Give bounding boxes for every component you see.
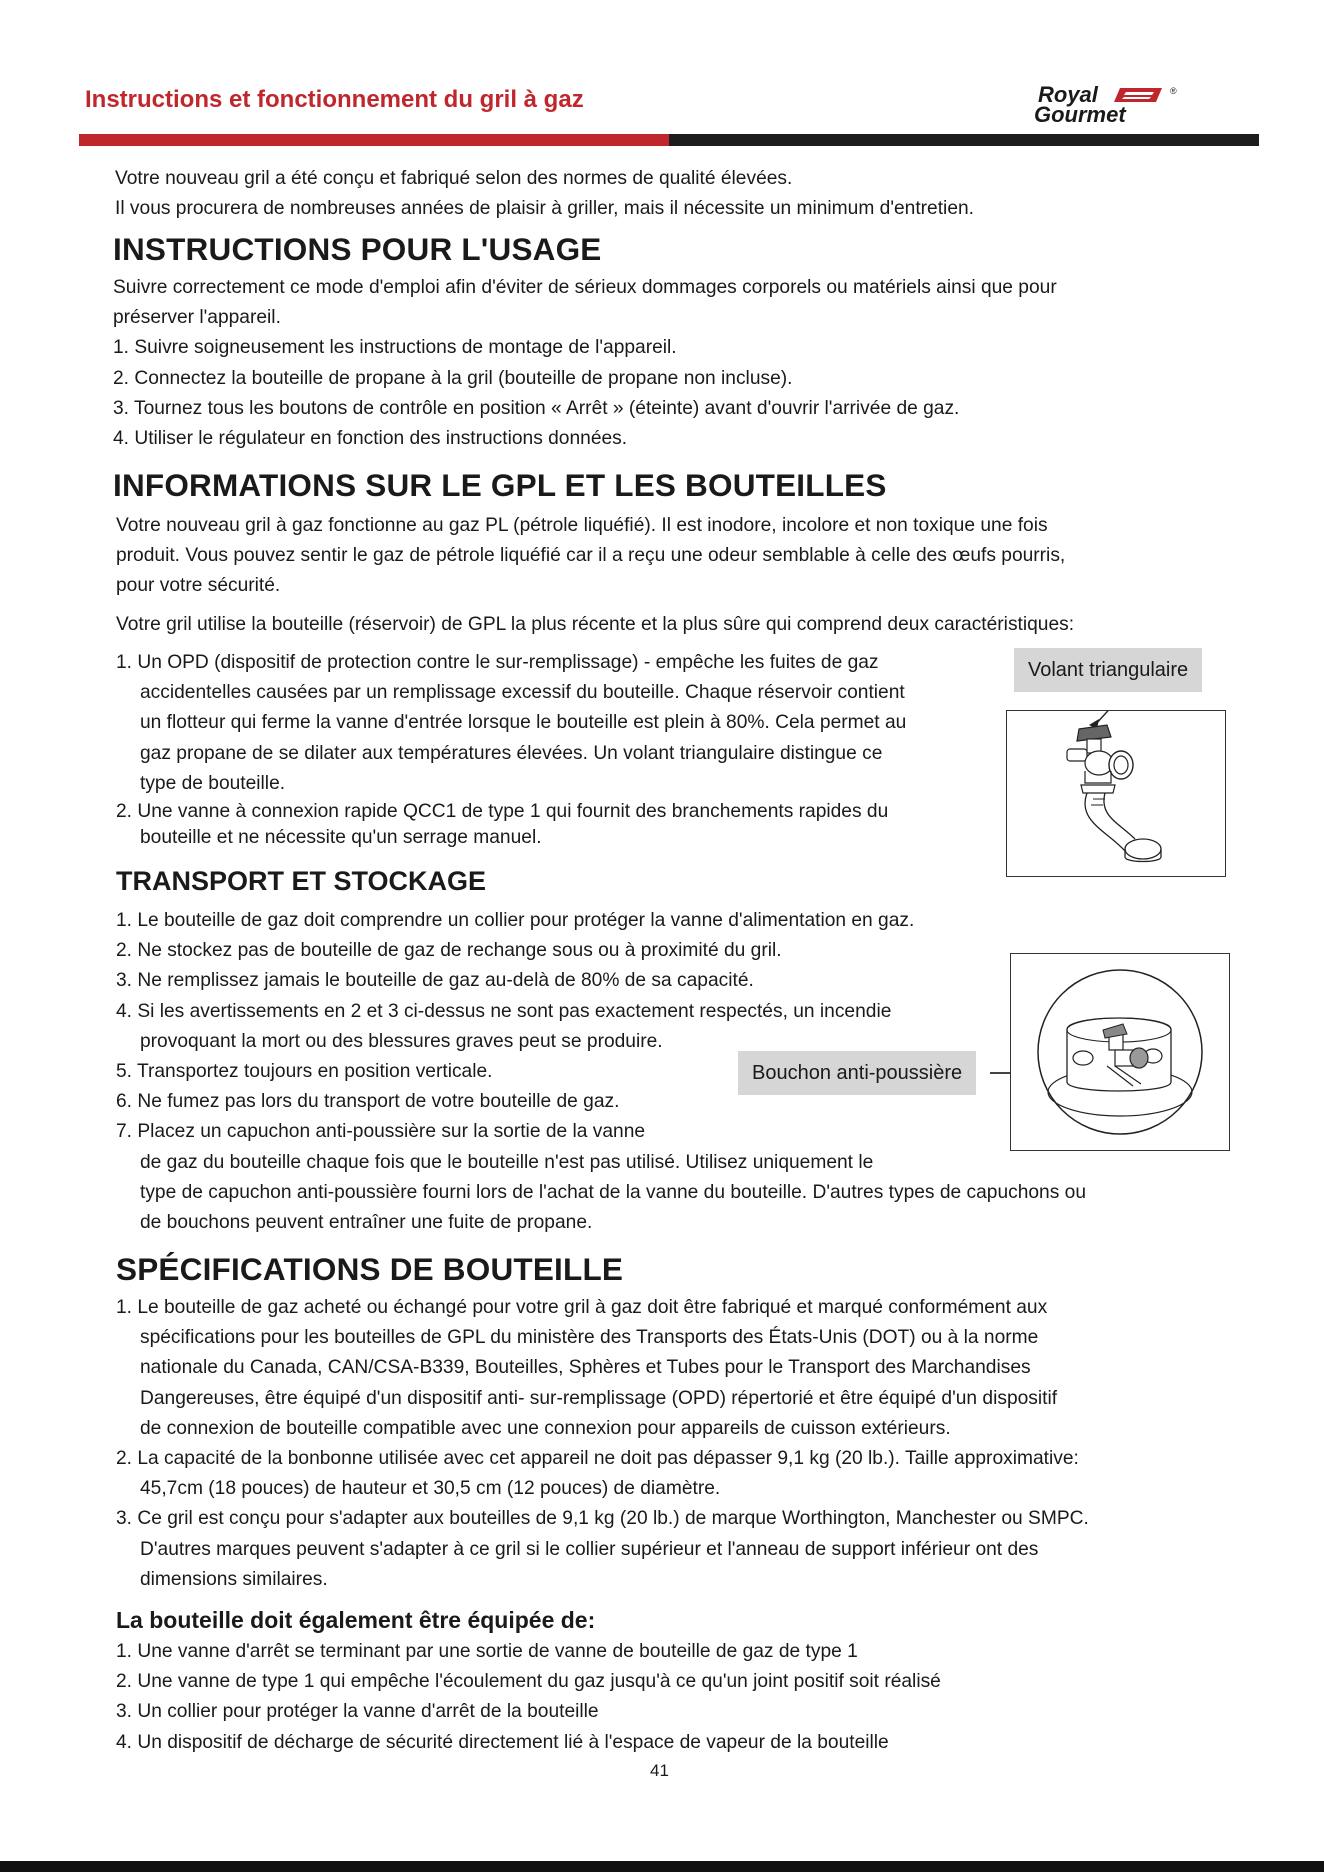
gpl-para2: Votre gril utilise la bouteille (réservoir) de GPL la plus récente et la plus sûre qui comprend deux caractéristiques: [116,614,1075,635]
header-bar-red [79,134,669,146]
transport-item: de bouchons peuvent entraîner une fuite de propane. [140,1212,593,1234]
gpl-para1 [116,511,1065,602]
specs-item: nationale du Canada, CAN/CSA-B339, Bouteilles, Sphères et Tubes pour le Transport des Marchandises [140,1357,1031,1379]
specs-item: 45,7cm (18 pouces) de hauteur et 30,5 cm (12 pouces) de diamètre. [140,1478,721,1500]
specs-item: 2. La capacité de la bonbonne utilisée avec cet appareil ne doit pas dépasser 9,1 kg (20 lb.). Taille approximative: [116,1448,1079,1470]
intro-paragraph [115,164,974,224]
equip-item: 3. Un collier pour protéger la vanne d'arrêt de la bouteille [116,1701,599,1723]
specs-list [116,1293,1089,1595]
equip-item: 2. Une vanne de type 1 qui empêche l'écoulement du gaz jusqu'à ce qu'un joint positif soit réalisé [116,1671,941,1693]
gpl-item-line: 2. Une vanne à connexion rapide QCC1 de type 1 qui fournit des branchements rapides du [116,801,889,822]
gpl-item1 [116,648,906,799]
transport-item: provoquant la mort ou des blessures graves peut se produire. [140,1030,663,1052]
gpl-item2 [116,799,888,851]
bottom-rule [0,1861,1324,1872]
gpl-item-line: gaz propane de se dilater aux températures élevées. Un volant triangulaire distingue ce [140,742,883,764]
specs-heading: SPÉCIFICATIONS DE BOUTEILLE [116,1251,624,1287]
figure-valve-box [1006,710,1226,877]
callout-dust-cap: Bouchon anti-poussière [738,1051,976,1095]
gpl-item-line: 1. Un OPD (dispositif de protection contre le sur-remplissage) - empêche les fuites de gaz [116,652,879,673]
equip-item: 1. Une vanne d'arrêt se terminant par une sortie de vanne de bouteille de gaz de type 1 [116,1641,858,1662]
gpl-heading: INFORMATIONS SUR LE GPL ET LES BOUTEILLES [113,467,887,503]
intro-line: Votre nouveau gril a été conçu et fabriqué selon des normes de qualité élevées. [115,168,793,189]
equip-list [116,1637,941,1758]
usage-heading: INSTRUCTIONS POUR L'USAGE [113,231,602,267]
equip-item: 4. Un dispositif de décharge de sécurité directement lié à l'espace de vapeur de la bouteille [116,1731,889,1753]
specs-item: D'autres marques peuvent s'adapter à ce gril si le collier supérieur et l'anneau de support inférieur ont des [140,1538,1039,1560]
usage-item: 4. Utiliser le régulateur en fonction des instructions données. [113,428,628,450]
gpl-para-line: Votre nouveau gril à gaz fonctionne au gaz PL (pétrole liquéfié). Il est inodore, incolore et non toxique une fois [116,515,1048,536]
logo-line1: Royal [1038,84,1098,107]
specs-item: Dangereuses, être équipé d'un dispositif anti- sur-remplissage (OPD) répertorié et être équipé d'un dispositif [140,1387,1058,1409]
gpl-item-line: bouteille et ne nécessite qu'un serrage manuel. [140,827,542,848]
specs-item: spécifications pour les bouteilles de GPL du ministère des Transports des États-Unis (DOT) ou à la norme [140,1327,1039,1349]
header-bar-black [669,134,1259,146]
usage-item: 3. Tournez tous les boutons de contrôle en position « Arrêt » (éteinte) avant d'ouvrir l'arrivée de gaz. [113,397,960,419]
logo-registered-mark: ® [1170,86,1177,96]
transport-heading: TRANSPORT ET STOCKAGE [116,866,487,896]
transport-item: 1. Le bouteille de gaz doit comprendre un collier pour protéger la vanne d'alimentation en gaz. [116,910,915,931]
transport-item: 2. Ne stockez pas de bouteille de gaz de rechange sous ou à proximité du gril. [116,940,782,962]
transport-item: 6. Ne fumez pas lors du transport de votre bouteille de gaz. [116,1091,620,1113]
usage-item: 1. Suivre soigneusement les instructions de montage de l'appareil. [113,337,677,359]
usage-item: 2. Connectez la bouteille de propane à la gril (bouteille de propane non incluse). [113,367,793,389]
royal-gourmet-logo [1034,84,1234,124]
transport-item: 3. Ne remplissez jamais le bouteille de gaz au-delà de 80% de sa capacité. [116,970,754,992]
specs-item: de connexion de bouteille compatible avec une connexion pour appareils de cuisson extérieurs. [140,1417,951,1439]
intro-line: Il vous procurera de nombreuses années de plaisir à griller, mais il nécessite un minimum d'entretien. [115,198,974,220]
gpl-item-line: un flotteur qui ferme la vanne d'entrée lorsque le bouteille est plein à 80%. Cela permet au [140,712,907,734]
transport-item: 4. Si les avertissements en 2 et 3 ci-dessus ne sont pas exactement respectés, un incendie [116,1000,892,1022]
gpl-para-line: pour votre sécurité. [116,575,281,597]
dust-cap-icon [1011,954,1229,1150]
valve-icon [1007,711,1225,876]
transport-item: 7. Placez un capuchon anti-poussière sur la sortie de la vanne [116,1121,646,1143]
specs-item: dimensions similaires. [140,1568,328,1590]
usage-section [113,273,1057,454]
transport-item: type de capuchon anti-poussière fourni lors de l'achat de la vanne du bouteille. D'autres types de capuchons ou [140,1181,1086,1203]
gpl-para-line: produit. Vous pouvez sentir le gaz de pétrole liquéfié car il a reçu une odeur semblable à celle des œufs pourris, [116,545,1066,567]
logo-line2: Gourmet [1034,102,1126,124]
transport-item: de gaz du bouteille chaque fois que le bouteille n'est pas utilisé. Utilisez uniquement le [140,1151,874,1173]
usage-para-line: préserver l'appareil. [113,307,281,329]
header-title: Instructions et fonctionnement du gril à gaz [85,86,584,113]
callout-triangular-handwheel: Volant triangulaire [1014,648,1202,692]
specs-item: 3. Ce gril est conçu pour s'adapter aux bouteilles de 9,1 kg (20 lb.) de marque Worthington, Manchester ou SMPC. [116,1508,1089,1530]
transport-item: 5. Transportez toujours en position verticale. [116,1061,493,1083]
figure-dustcap-box [1010,953,1230,1151]
gpl-item-line: type de bouteille. [140,772,286,794]
usage-para-line: Suivre correctement ce mode d'emploi afin d'éviter de sérieux dommages corporels ou matériels ainsi que pour [113,277,1057,298]
page-number: 41 [650,1761,669,1780]
gpl-item-line: accidentelles causées par un remplissage excessif du bouteille. Chaque réservoir contient [140,682,905,704]
equip-heading: La bouteille doit également être équipée de: [116,1607,596,1633]
specs-item: 1. Le bouteille de gaz acheté ou échangé pour votre gril à gaz doit être fabriqué et marqué conformément aux [116,1297,1048,1318]
